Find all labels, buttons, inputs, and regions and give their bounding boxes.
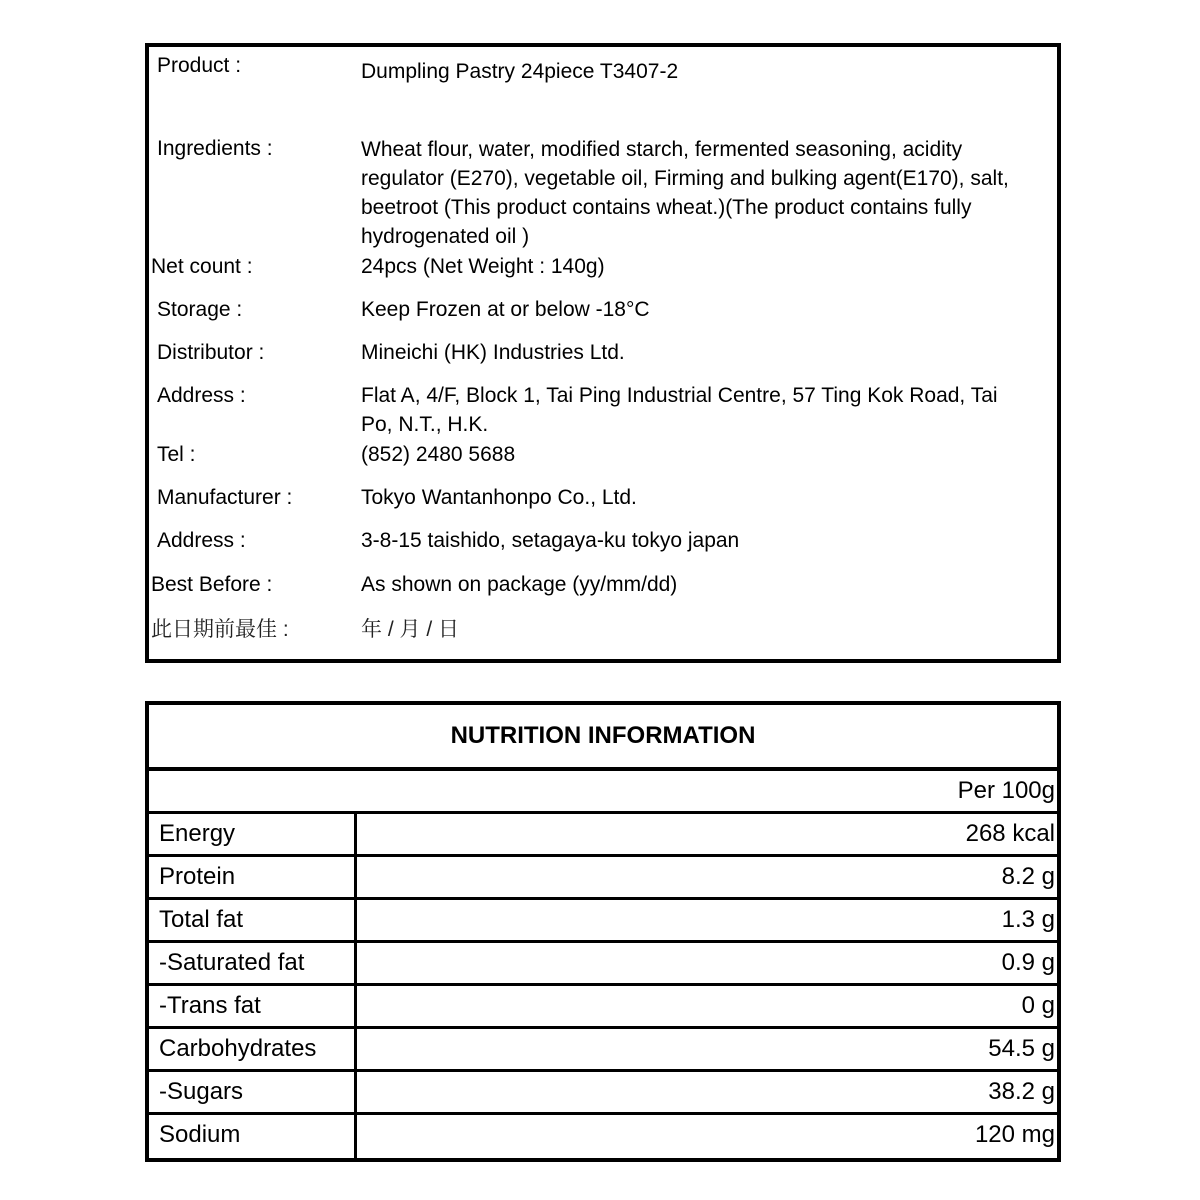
per-100g-label: Per 100g — [957, 777, 1055, 804]
ingredients-line: hydrogenated oil ) — [361, 225, 530, 248]
nutrient-name: -Sugars — [159, 1078, 244, 1105]
nutrient-name: -Saturated fat — [159, 949, 305, 976]
nutrient-value: 1.3 g — [1001, 906, 1055, 933]
nutrient-name: Protein — [159, 863, 236, 890]
ingredients-line: Wheat flour, water, modified starch, fermented seasoning, acidity — [361, 138, 963, 161]
ingredients-value — [361, 135, 1053, 251]
distributor-address-label: Address : — [157, 384, 246, 407]
manufacturer-value: Tokyo Wantanhonpo Co., Ltd. — [361, 486, 637, 509]
column-divider — [354, 857, 357, 897]
column-divider — [354, 943, 357, 983]
column-divider — [354, 814, 357, 854]
nutrient-name: -Trans fat — [159, 992, 261, 1019]
nutrient-name: Energy — [159, 820, 236, 847]
ingredients-label: Ingredients : — [157, 137, 273, 160]
column-divider — [354, 900, 357, 940]
nutrition-row-protein — [149, 854, 1057, 897]
nutrient-value: 268 kcal — [965, 820, 1055, 847]
nutrition-title: NUTRITION INFORMATION — [450, 722, 756, 749]
manufacturer-address-label: Address : — [157, 529, 246, 552]
nutrient-value: 0 g — [1021, 992, 1055, 1019]
distributor-value: Mineichi (HK) Industries Ltd. — [361, 341, 625, 364]
nutrient-value: 120 mg — [974, 1121, 1055, 1148]
manufacturer-label: Manufacturer : — [157, 486, 293, 509]
distributor-address-value — [361, 381, 1053, 439]
nutrient-name: Total fat — [159, 906, 244, 933]
nutrient-value: 8.2 g — [1001, 863, 1055, 890]
nutrition-row-sodium — [149, 1112, 1057, 1158]
product-info-panel — [145, 43, 1061, 663]
nutrient-name: Carbohydrates — [159, 1035, 317, 1062]
nutrition-row-energy — [149, 811, 1057, 854]
nutrition-row-carbohydrates — [149, 1026, 1057, 1069]
tel-label: Tel : — [157, 443, 196, 466]
storage-label: Storage : — [157, 298, 243, 321]
nutrient-value: 0.9 g — [1001, 949, 1055, 976]
address-line: Flat A, 4/F, Block 1, Tai Ping Industrial Centre, 57 Ting Kok Road, Tai — [361, 384, 998, 407]
column-divider — [354, 1115, 357, 1158]
nutrition-row-saturated-fat — [149, 940, 1057, 983]
manufacturer-address-value: 3-8-15 taishido, setagaya-ku tokyo japan — [361, 529, 740, 552]
column-divider — [354, 1029, 357, 1069]
best-before-label: Best Before : — [151, 573, 273, 596]
nutrition-row-sugars — [149, 1069, 1057, 1112]
best-before-value: As shown on package (yy/mm/dd) — [361, 573, 678, 596]
net-count-label: Net count : — [151, 255, 253, 278]
tel-value: (852) 2480 5688 — [361, 443, 516, 466]
storage-value: Keep Frozen at or below -18°C — [361, 298, 650, 321]
nutrient-value: 38.2 g — [988, 1078, 1055, 1105]
best-before-zh-label: 此日期前最佳 : — [151, 618, 289, 641]
nutrition-table — [145, 701, 1061, 1162]
nutrition-row-total-fat — [149, 897, 1057, 940]
nutrient-value: 54.5 g — [988, 1035, 1055, 1062]
distributor-label: Distributor : — [157, 341, 265, 364]
column-divider — [354, 986, 357, 1026]
nutrient-name: Sodium — [159, 1121, 241, 1148]
column-divider — [354, 1072, 357, 1112]
net-count-value: 24pcs (Net Weight : 140g) — [361, 255, 605, 278]
product-value: Dumpling Pastry 24piece T3407-2 — [361, 60, 679, 83]
nutrition-row-trans-fat — [149, 983, 1057, 1026]
product-label: Product : — [157, 54, 242, 77]
ingredients-line: beetroot (This product contains wheat.)(The product contains fully — [361, 196, 972, 219]
address-line: Po, N.T., H.K. — [361, 413, 489, 436]
ingredients-line: regulator (E270), vegetable oil, Firming and bulking agent(E170), salt, — [361, 167, 1009, 190]
best-before-zh-value: 年 / 月 / 日 — [361, 618, 460, 641]
